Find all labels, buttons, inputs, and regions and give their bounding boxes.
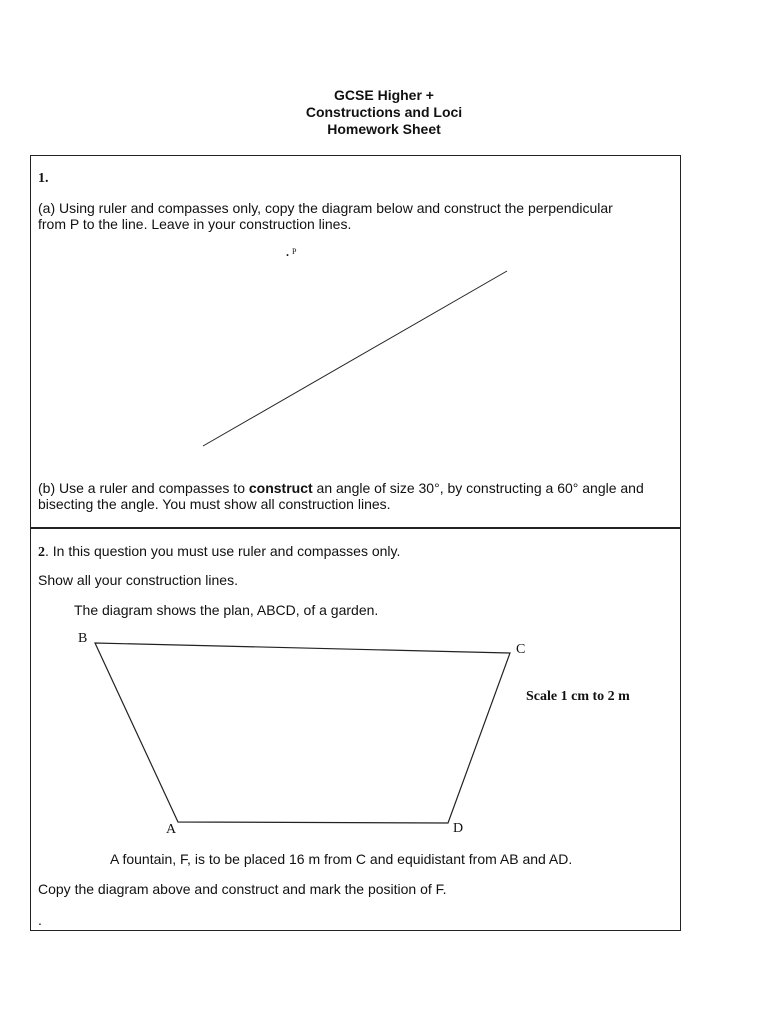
question-1-number: 1. (38, 171, 49, 186)
question-2-line4: A fountain, F, is to be placed 16 m from C and equidistant from AB and AD. (110, 851, 573, 867)
question-1b-text-line1: (b) Use a ruler and compasses to construct an angle of size 30°, by constructing a 60° angle and (38, 480, 644, 496)
point-p-label: P (292, 247, 297, 256)
vertex-label-a: A (166, 822, 177, 837)
question-2-line3: The diagram shows the plan, ABCD, of a garden. (74, 602, 379, 618)
garden-plan-abcd (95, 643, 510, 823)
question-2-trailing-dot: . (38, 912, 42, 928)
question-2-number: 2 (38, 545, 45, 560)
q1-diagram-line (203, 271, 507, 446)
question-1a-text-line1: (a) Using ruler and compasses only, copy the diagram below and construct the perpendicular (38, 200, 613, 216)
worksheet-title-line2: Constructions and Loci (305, 104, 463, 120)
point-p-dot: . (286, 245, 289, 259)
question-2-line5: Copy the diagram above and construct and mark the position of F. (38, 881, 447, 897)
question-1b-text-line2: bisecting the angle. You must show all construction lines. (38, 496, 391, 512)
vertex-label-d: D (453, 821, 464, 836)
worksheet-title-line1: GCSE Higher + (334, 87, 434, 103)
vertex-label-b: B (78, 631, 88, 646)
scale-label: Scale 1 cm to 2 m (526, 689, 630, 704)
vertex-label-c: C (516, 642, 526, 657)
question-2-intro: 2. In this question you must use ruler and compasses only. (38, 543, 401, 560)
question-1a-text-line2: from P to the line. Leave in your construction lines. (38, 216, 352, 232)
worksheet-title-line3: Homework Sheet (327, 121, 441, 137)
question-2-line2: Show all your construction lines. (38, 572, 238, 588)
